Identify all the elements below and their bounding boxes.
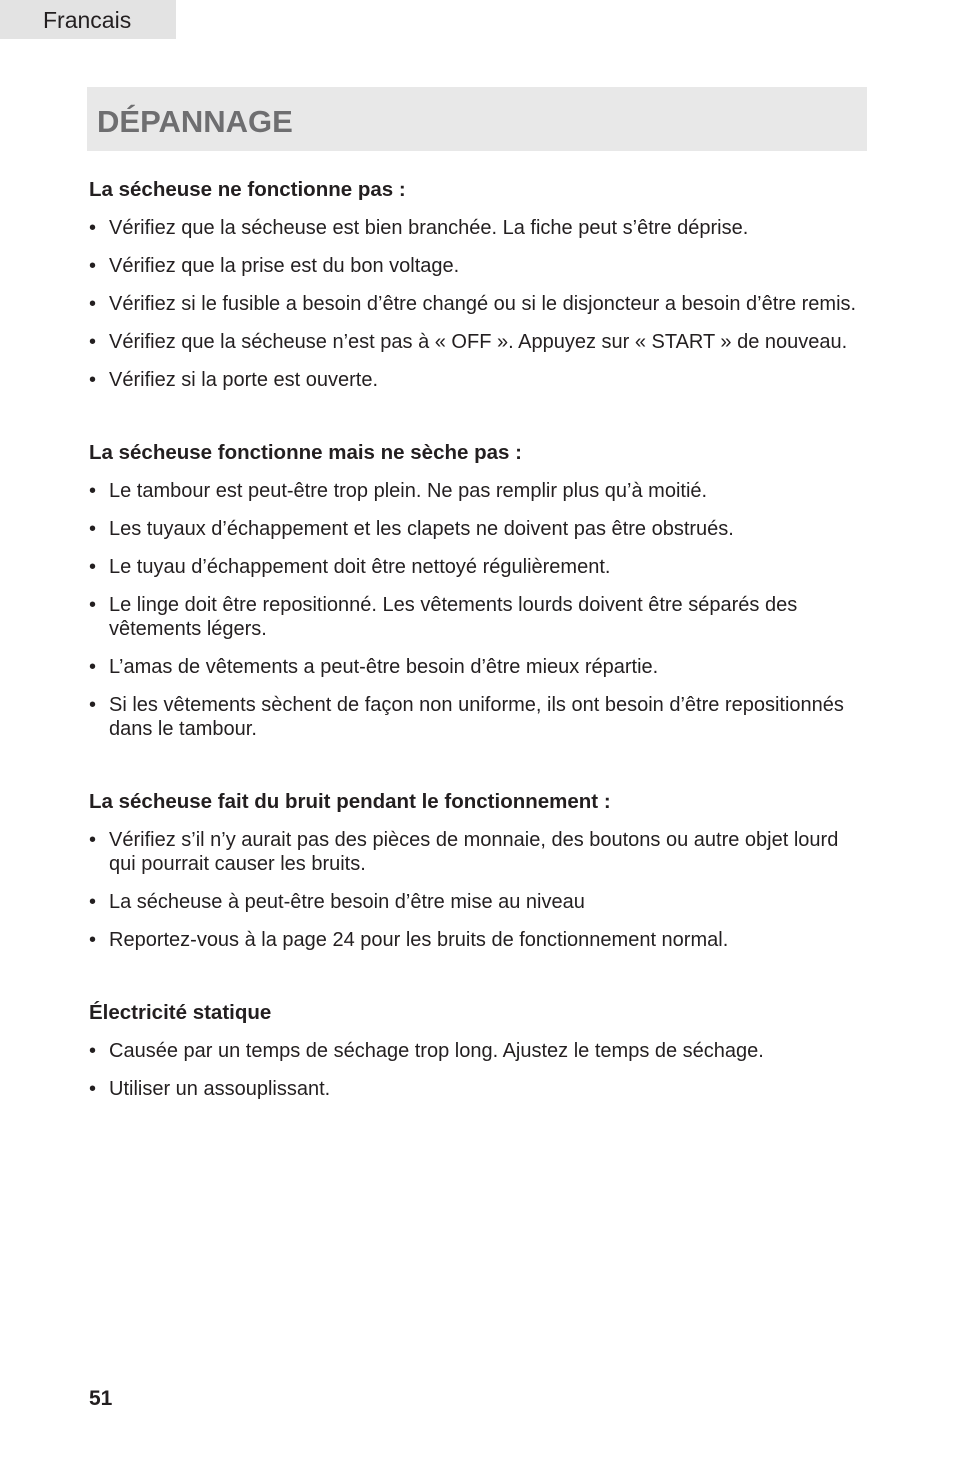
- list-item: • L’amas de vêtements a peut-être besoin d’être mieux répartie.: [89, 655, 859, 679]
- list-item: • Vérifiez si le fusible a besoin d’être changé ou si le disjoncteur a besoin d’être remis.: [89, 292, 859, 316]
- section-heading: La sécheuse ne fonctionne pas :: [89, 178, 406, 201]
- list-item: • Le tambour est peut-être trop plein. Ne pas remplir plus qu’à moitié.: [89, 479, 859, 503]
- section-noise: [89, 788, 859, 952]
- section-not-running: [89, 176, 859, 392]
- section-heading: La sécheuse fonctionne mais ne sèche pas :: [89, 441, 522, 464]
- list-item: • Vérifiez que la prise est du bon voltage.: [89, 254, 859, 278]
- section-not-drying: [89, 439, 859, 741]
- section-static: [89, 999, 859, 1101]
- section-heading: Électricité statique: [89, 1001, 272, 1024]
- language-tab: Francais: [0, 0, 176, 39]
- troubleshooting-content: [89, 176, 859, 1148]
- list-item: • Le tuyau d’échappement doit être nettoyé régulièrement.: [89, 555, 859, 579]
- bullet-list: [89, 479, 859, 741]
- page-title: DÉPANNAGE: [97, 104, 293, 139]
- list-item: • Vérifiez s’il n’y aurait pas des pièces de monnaie, des boutons ou autre objet lourd qui pourrait causer les bruits.: [89, 828, 859, 876]
- list-item: • Causée par un temps de séchage trop long. Ajustez le temps de séchage.: [89, 1039, 859, 1063]
- section-heading: La sécheuse fait du bruit pendant le fonctionnement :: [89, 790, 611, 813]
- list-item: • Vérifiez que la sécheuse n’est pas à « OFF ». Appuyez sur « START » de nouveau.: [89, 330, 859, 354]
- list-item: • Le linge doit être repositionné. Les vêtements lourds doivent être séparés des vêtements légers.: [89, 593, 859, 641]
- page-number: 51: [89, 1387, 113, 1410]
- bullet-list: [89, 1039, 859, 1101]
- list-item: • Si les vêtements sèchent de façon non uniforme, ils ont besoin d’être repositionnés dans le tambour.: [89, 693, 859, 741]
- list-item: • La sécheuse à peut-être besoin d’être mise au niveau: [89, 890, 859, 914]
- bullet-list: [89, 216, 859, 392]
- title-bar: [87, 87, 867, 151]
- list-item: • Utiliser un assouplissant.: [89, 1077, 859, 1101]
- list-item: • Les tuyaux d’échappement et les clapets ne doivent pas être obstrués.: [89, 517, 859, 541]
- list-item: • Vérifiez si la porte est ouverte.: [89, 368, 859, 392]
- list-item: • Reportez-vous à la page 24 pour les bruits de fonctionnement normal.: [89, 928, 859, 952]
- bullet-list: [89, 828, 859, 952]
- list-item: • Vérifiez que la sécheuse est bien branchée. La fiche peut s’être déprise.: [89, 216, 859, 240]
